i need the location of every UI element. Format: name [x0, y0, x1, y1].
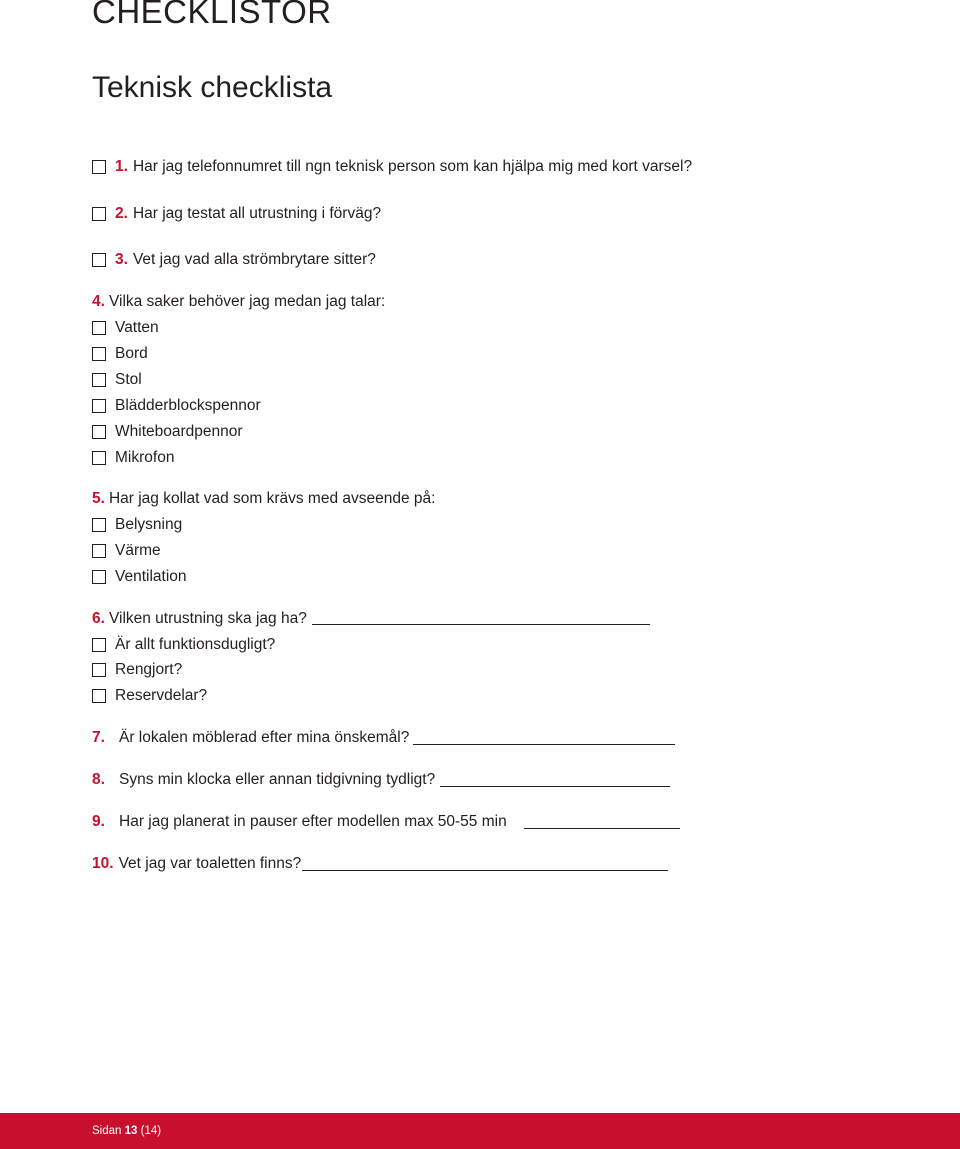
checkbox[interactable]: [92, 663, 106, 677]
checklist-heading-5: [92, 488, 435, 510]
answer-line-6[interactable]: [312, 624, 650, 625]
item-text-9: Har jag planerat in pauser efter modellen max 50-55 min: [119, 813, 507, 830]
section-header: CHECKLISTOR: [92, 0, 332, 30]
checklist-heading-9: [92, 811, 507, 833]
option-item[interactable]: [92, 395, 261, 417]
checkbox-3[interactable]: [92, 253, 106, 267]
checkbox[interactable]: [92, 399, 106, 413]
checklist-item-3[interactable]: [92, 249, 376, 271]
page-indicator: [92, 1123, 161, 1139]
checklist-heading-8: [92, 769, 435, 791]
option-label: Rengjort?: [115, 661, 183, 678]
item-text-2: Har jag testat all utrustning i förväg?: [132, 205, 382, 222]
option-label: Vatten: [115, 319, 159, 336]
checkbox-1[interactable]: [92, 160, 106, 174]
checkbox[interactable]: [92, 425, 106, 439]
item-number-3: 3.: [115, 251, 128, 268]
option-item[interactable]: [92, 659, 182, 681]
page-total: (14): [140, 1125, 162, 1137]
item-text-5: Har jag kollat vad som krävs med avseende på:: [108, 490, 436, 507]
item-text-1: Har jag telefonnumret till ngn teknisk person som kan hjälpa mig med kort varsel?: [132, 158, 693, 175]
option-item[interactable]: [92, 447, 174, 469]
item-number-1: 1.: [115, 158, 128, 175]
answer-line-7[interactable]: [413, 744, 675, 745]
checkbox[interactable]: [92, 638, 106, 652]
item-number-4: 4.: [92, 293, 105, 310]
option-label: Stol: [115, 371, 142, 388]
page-number: 13: [124, 1125, 138, 1137]
checklist-heading-7: [92, 727, 409, 749]
option-label: Är allt funktionsdugligt?: [115, 636, 276, 653]
checklist-item-1[interactable]: [92, 156, 692, 178]
item-number-9: 9.: [92, 813, 105, 830]
answer-line-10[interactable]: [302, 870, 668, 871]
option-item[interactable]: [92, 685, 207, 707]
option-item[interactable]: [92, 634, 275, 656]
answer-line-8[interactable]: [440, 786, 670, 787]
checklist-heading-6: [92, 608, 307, 630]
option-label: Blädderblockspennor: [115, 397, 261, 414]
answer-line-9[interactable]: [524, 828, 680, 829]
item-text-3: Vet jag vad alla strömbrytare sitter?: [132, 251, 376, 268]
item-number-6: 6.: [92, 610, 105, 627]
option-label: Ventilation: [115, 568, 187, 585]
option-item[interactable]: [92, 421, 243, 443]
page-prefix: Sidan: [92, 1125, 122, 1137]
checkbox[interactable]: [92, 544, 106, 558]
footer-bar: [0, 1113, 960, 1149]
option-label: Bord: [115, 345, 148, 362]
item-text-7: Är lokalen möblerad efter mina önskemål?: [119, 729, 410, 746]
item-text-6: Vilken utrustning ska jag ha?: [108, 610, 307, 627]
item-number-7: 7.: [92, 729, 105, 746]
option-item[interactable]: [92, 317, 159, 339]
item-number-5: 5.: [92, 490, 105, 507]
option-label: Mikrofon: [115, 449, 175, 466]
item-number-8: 8.: [92, 771, 105, 788]
checklist-heading-10: [92, 853, 301, 875]
checkbox[interactable]: [92, 689, 106, 703]
item-number-10: 10.: [92, 855, 114, 872]
option-label: Whiteboardpennor: [115, 423, 243, 440]
checklist-heading-4: [92, 291, 385, 313]
checkbox[interactable]: [92, 373, 106, 387]
page-title: Teknisk checklista: [92, 71, 333, 104]
option-item[interactable]: [92, 566, 187, 588]
item-text-8: Syns min klocka eller annan tidgivning tydligt?: [119, 771, 436, 788]
option-item[interactable]: [92, 343, 148, 365]
checklist-item-2[interactable]: [92, 203, 381, 225]
option-item[interactable]: [92, 540, 161, 562]
option-label: Värme: [115, 542, 161, 559]
checkbox[interactable]: [92, 570, 106, 584]
item-number-2: 2.: [115, 205, 128, 222]
option-item[interactable]: [92, 369, 142, 391]
option-label: Reservdelar?: [115, 687, 208, 704]
option-item[interactable]: [92, 514, 182, 536]
item-text-4: Vilka saker behöver jag medan jag talar:: [108, 293, 386, 310]
checkbox-2[interactable]: [92, 207, 106, 221]
checkbox[interactable]: [92, 321, 106, 335]
item-text-10: Vet jag var toaletten finns?: [118, 855, 302, 872]
option-label: Belysning: [115, 516, 183, 533]
checkbox[interactable]: [92, 347, 106, 361]
checkbox[interactable]: [92, 451, 106, 465]
checkbox[interactable]: [92, 518, 106, 532]
